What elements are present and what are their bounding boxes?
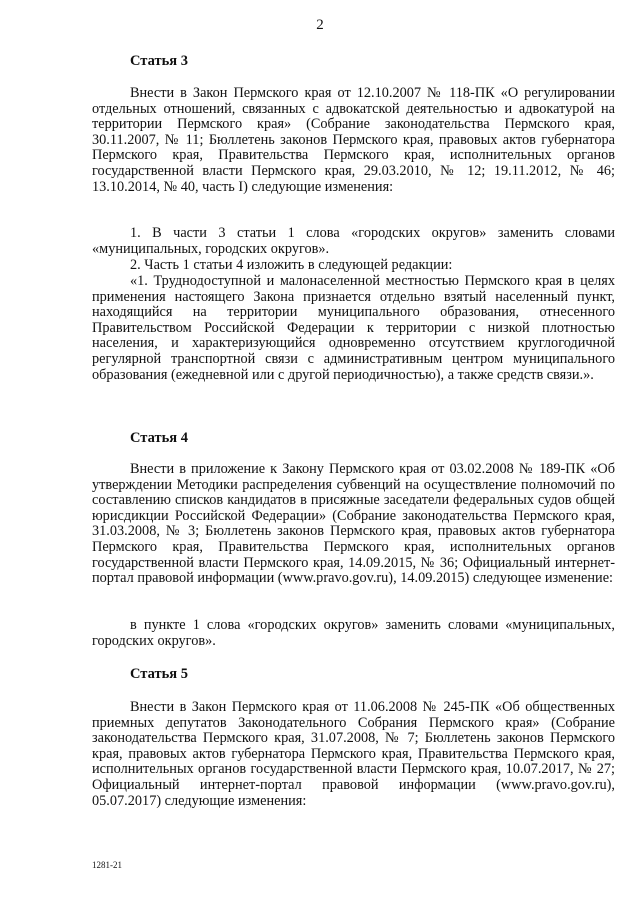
article-3-heading: Статья 3 [130,53,188,69]
article-4-heading: Статья 4 [130,430,188,446]
page-number: 2 [316,17,324,33]
article-3-paragraph-1: Внести в Закон Пермского края от 12.10.2007 № 118-ПК «О регулировании отдельных отношений, связанных с адвокатской деятельностью и адвокатурой на территории Пермского края» (Собрание законодательства Пермского края, 30.11.2007, № 11; Бюллетень законов Пермского края, правовых актов губернатора Пермского края, Правительства Пермского края, исполнительных органов государственной власти Пермского края, 29.03.2010, № 12; 19.11.2012, № 46; 13.10.2014, № 40, часть I) следующие изменения: [92,85,615,195]
article-3-paragraph-4: «1. Труднодоступной и малонаселенной местностью Пермского края в целях применения настоящего Закона признается отдельно взятый населенный пункт, находящийся на территории муниципального образования, отнесенного Правительством Российской Федерации к территории с низкой плотностью населения, и характеризующийся одновременно отсутствием круглогодичной регулярной транспортной связи с административным центром муниципального образования (ежедневной или с другой периодичностью), а также средств связи.». [92,273,615,383]
article-3-paragraph-2: 1. В части 3 статьи 1 слова «городских округов» заменить словами «муниципальных, городских округов». [92,225,615,257]
article-5-paragraph-1: Внести в Закон Пермского края от 11.06.2008 № 245-ПК «Об общественных приемных депутатов Законодательного Собрания Пермского края» (Собрание законодательства Пермского края, 31.07.2008, № 7; Бюллетень законов Пермского края, правовых актов губернатора Пермского края, Правительства Пермского края, исполнительных органов государственной власти Пермского края, 10.07.2017, № 27; Официальный интернет-портал правовой информации (www.pravo.gov.ru), 05.07.2017) следующие изменения: [92,699,615,809]
article-4-paragraph-2: в пункте 1 слова «городских округов» заменить словами «муниципальных, городских округов». [92,617,615,649]
article-3-paragraph-3: 2. Часть 1 статьи 4 изложить в следующей редакции: [130,257,453,273]
article-4-paragraph-1: Внести в приложение к Закону Пермского края от 03.02.2008 № 189-ПК «Об утверждении Методики распределения субвенций на осуществление полномочий по составлению списков кандидатов в присяжные заседатели федеральных судов общей юрисдикции Российской Федерации» (Собрание законодательства Пермского края, 31.03.2008, № 3; Бюллетень законов Пермского края, правовых актов губернатора Пермского края, Правительства Пермского края, исполнительных органов государственной власти Пермского края, 14.09.2015, № 36; Официальный интернет-портал правовой информации (www.pravo.gov.ru), 14.09.2015) следующее изменение: [92,461,615,587]
article-5-heading: Статья 5 [130,666,188,682]
document-footer-code: 1281-21 [92,860,122,870]
